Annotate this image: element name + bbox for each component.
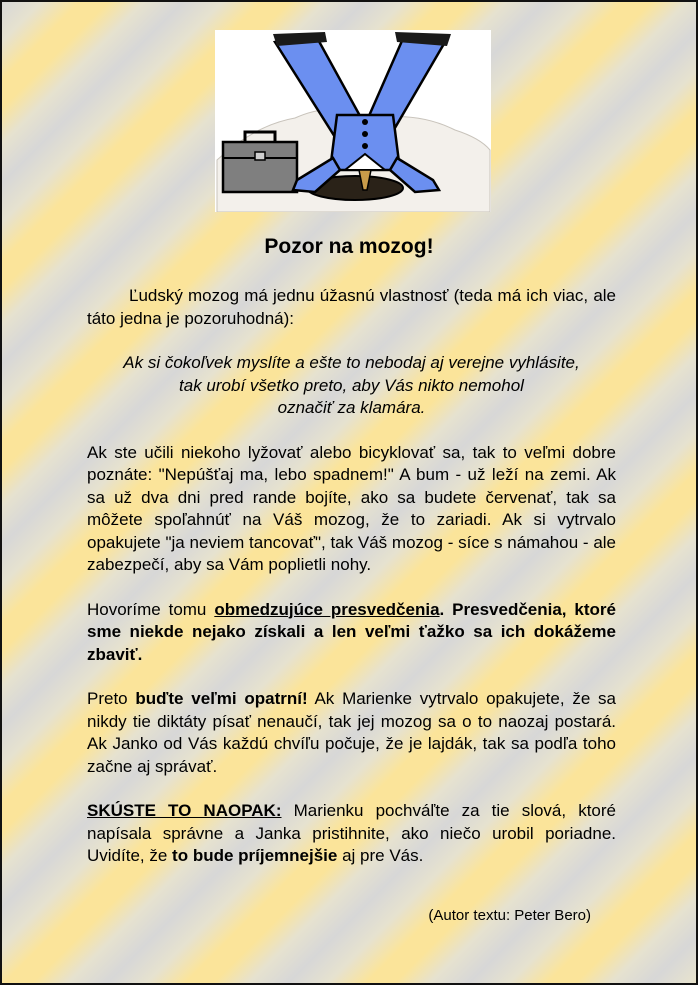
paragraph-beliefs-end: . Presvedčenia, ktoré sme niekde nejako získali a len veľmi ťažko sa ich dokážeme zbaviť. (87, 599, 616, 664)
be-careful-emphasis: buďte veľmi opatrní! (135, 689, 308, 708)
intro-paragraph: Ľudský mozog má jednu úžasnú vlastnosť (teda má ich viac, ale táto jedna je pozoruhodná): (87, 286, 616, 328)
man-head-in-hole-icon (215, 30, 491, 212)
limiting-beliefs-term: obmedzujúce presvedčenia (214, 599, 440, 619)
quote-block (87, 352, 616, 420)
paragraph-careful-end: Ak Marienke vytrvalo opakujete, že sa nikdy tie diktáty písať nenaučí, tak jej mozog sa o to naozaj postará. Ak Janko od Vás každú chvíľu počuje, že je lajdák, tak sa podľa toho začne aj správať. (87, 689, 616, 776)
author-credit: (Autor textu: Peter Bero) (428, 907, 591, 924)
paragraph-opposite (87, 800, 616, 868)
paragraph-opposite-middle: Marienku pochváľte za tie slová, ktoré napísala správne a Janka pristihnite, ako niečo urobil poriadne. Uvidíte, že (87, 801, 616, 865)
quote-line-3: označiť za klamára. (277, 398, 426, 417)
paragraph-beliefs-start: Hovoríme tomu (87, 599, 215, 619)
paragraph-examples: Ak ste učili niekoho lyžovať alebo bicyklovať sa, tak to veľmi dobre poznáte: "Nepúšťaj ma, lebo spadnem!" A bum - už leží na zemi. Ak sa už dva dni pred rande bojíte, ako sa budete červenať, tak sa môžete spoľahnúť na Váš mozog, že to zariadi. Ak si vytrvalo opakujete "ja neviem tancovať", tak Váš mozog - síce s námahou - ale zabezpečí, aby sa Vám poplietli nohy. (87, 442, 616, 574)
quote-line-1: Ak si čokoľvek myslíte a ešte to nebodaj aj verejne vyhlásite, (123, 353, 580, 372)
paragraph-opposite-end: aj pre Vás. (337, 846, 424, 865)
paragraph-beliefs (87, 599, 616, 667)
quote-line-2: tak urobí všetko preto, aby Vás nikto nemohol (179, 375, 524, 395)
article-body (87, 285, 616, 868)
paragraph-careful (87, 688, 616, 778)
page-title: Pozor na mozog! (264, 235, 434, 258)
paragraph-careful-start: Preto (87, 689, 136, 708)
nicer-emphasis: to bude príjemnejšie (172, 846, 338, 865)
try-opposite-heading: SKÚSTE TO NAOPAK: (87, 801, 282, 820)
